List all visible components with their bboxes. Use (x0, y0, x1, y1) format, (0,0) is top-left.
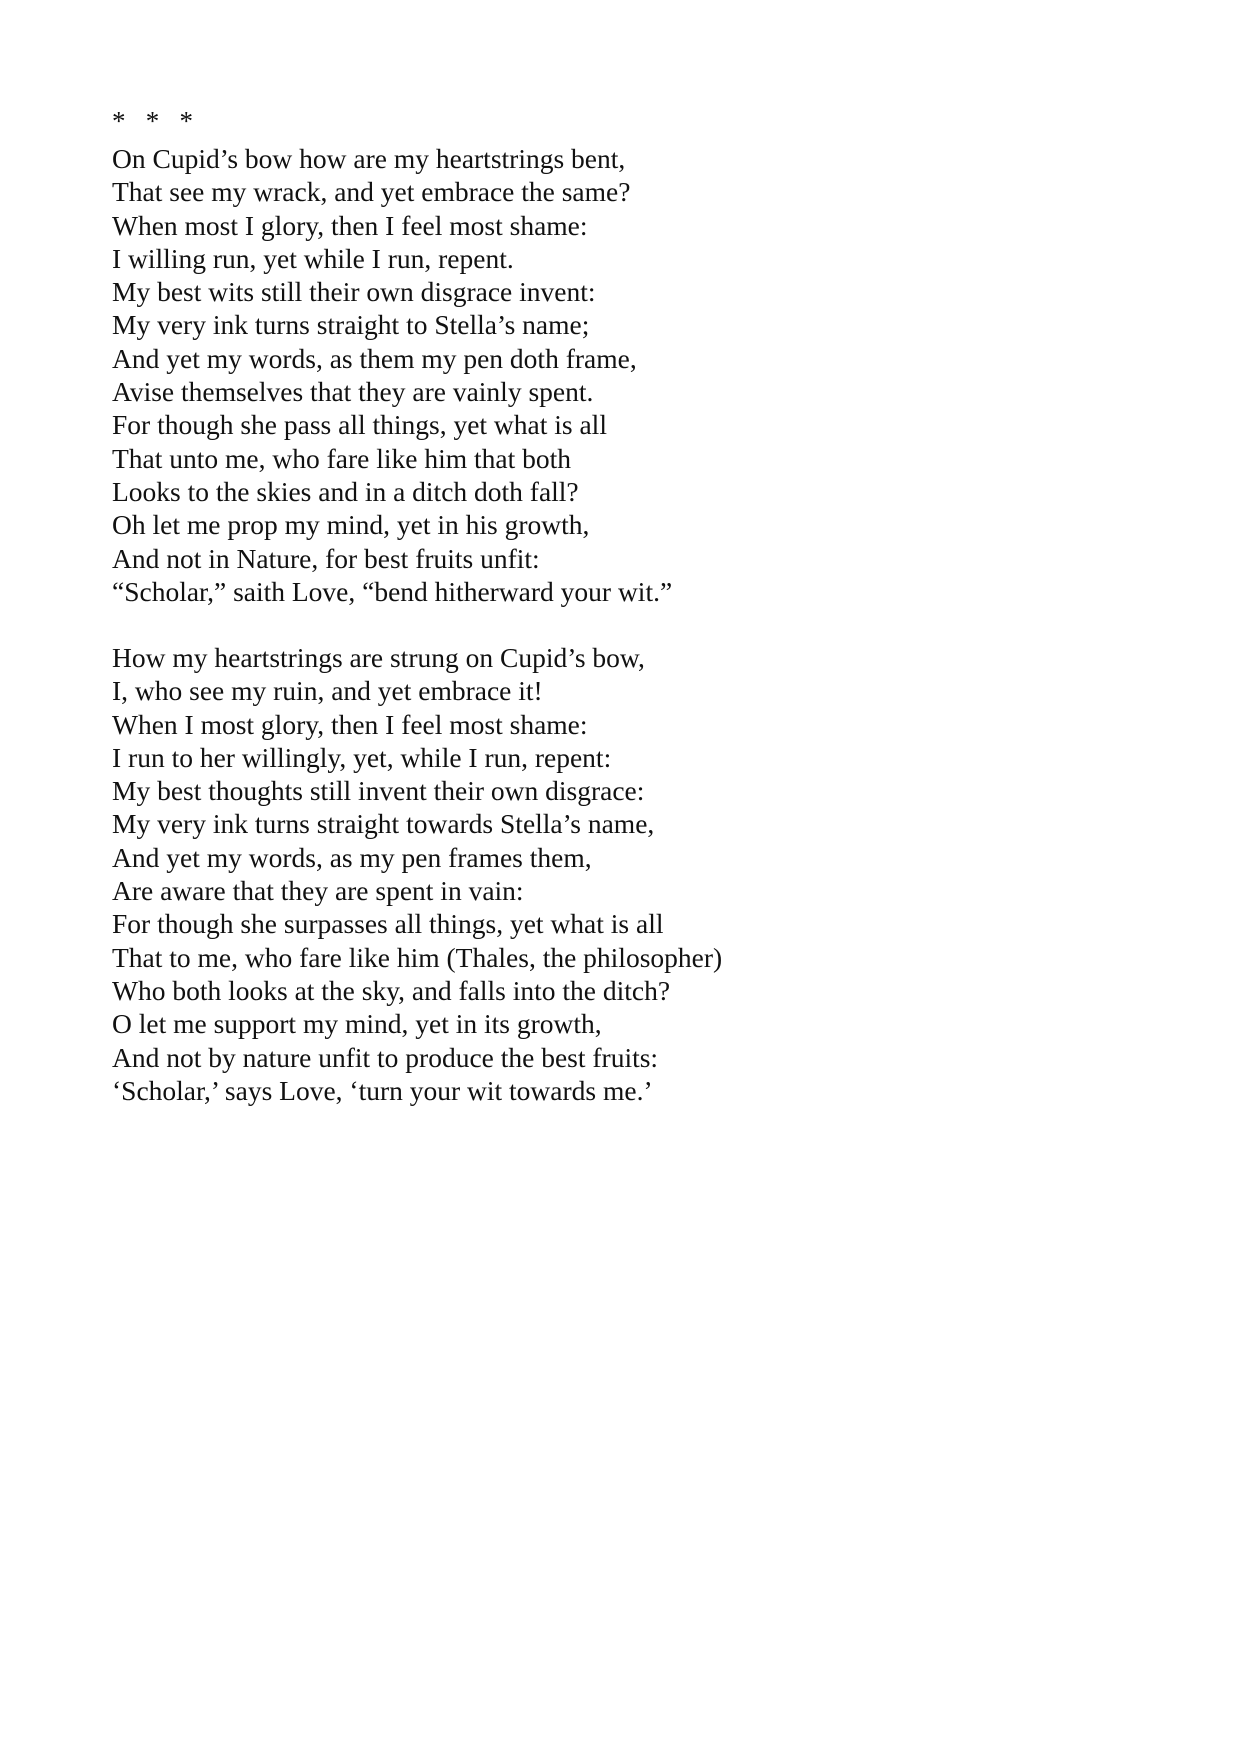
paraphrase-line: How my heartstrings are strung on Cupid’s bow, (112, 642, 645, 673)
poem-line: Oh let me prop my mind, yet in his growth, (112, 509, 590, 541)
paraphrase-line: When I most glory, then I feel most shame: (112, 708, 588, 740)
poem-line: When most I glory, then I feel most shame: (112, 209, 588, 241)
paraphrase-line: My best thoughts still invent their own disgrace: (112, 775, 645, 807)
poem-line: That see my wrack, and yet embrace the same? (112, 176, 631, 208)
poem-line: And not in Nature, for best fruits unfit: (112, 542, 540, 574)
paraphrase-line: I, who see my ruin, and yet embrace it! (112, 675, 543, 707)
paraphrase-line: My very ink turns straight towards Stella’s name, (112, 808, 655, 840)
poem-line: For though she pass all things, yet what is all (112, 409, 607, 441)
modern-paraphrase (112, 641, 722, 1107)
original-sonnet (112, 142, 672, 608)
poem-line: My best wits still their own disgrace invent: (112, 276, 596, 308)
paraphrase-line: O let me support my mind, yet in its growth, (112, 1008, 602, 1040)
paraphrase-line: And not by nature unfit to produce the best fruits: (112, 1041, 659, 1073)
poem-line: On Cupid’s bow how are my heartstrings bent, (112, 143, 626, 174)
paraphrase-line: And yet my words, as my pen frames them, (112, 841, 592, 873)
poem-line: My very ink turns straight to Stella’s name; (112, 309, 590, 341)
paraphrase-line: That to me, who fare like him (Thales, the philosopher) (112, 941, 723, 973)
poem-line: I willing run, yet while I run, repent. (112, 242, 514, 274)
paraphrase-line: ‘Scholar,’ says Love, ‘turn your wit towards me.’ (112, 1074, 653, 1106)
paraphrase-line: Who both looks at the sky, and falls into the ditch? (112, 974, 671, 1006)
paraphrase-line: Are aware that they are spent in vain: (112, 875, 524, 907)
poem-line: Avise themselves that they are vainly spent. (112, 376, 594, 408)
poem-line: That unto me, who fare like him that both (112, 442, 571, 474)
paraphrase-line: For though she surpasses all things, yet what is all (112, 908, 664, 940)
section-separator: * * * (112, 106, 193, 136)
poem-line: Looks to the skies and in a ditch doth fall? (112, 475, 579, 507)
poem-line: “Scholar,” saith Love, “bend hitherward your wit.” (112, 575, 673, 607)
paraphrase-line: I run to her willingly, yet, while I run, repent: (112, 741, 612, 773)
poem-line: And yet my words, as them my pen doth frame, (112, 342, 637, 374)
